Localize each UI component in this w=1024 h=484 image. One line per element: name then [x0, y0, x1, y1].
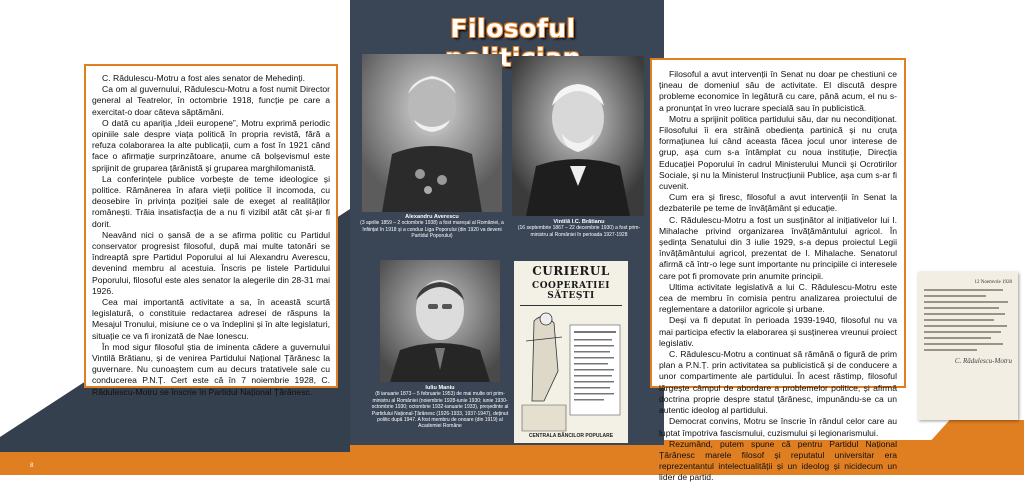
paragraph: Neavând nici o șansă de a se afirma politic cu Partidul conservator progresist filosoful, după mai multe tatonări se îndreaptă spre Partidul Poporului al lui Alexandru Averescu, devenind membru al acestuia. Înscris pe listele Partidului Poporului, filosoful este ales senator la alegerile din 28-31 mai 1926.	[92, 229, 330, 296]
paragraph: Ultima activitate legislativă a lui C. Rădulescu-Motru este cea de membru în comisia pentru analizarea proiectului de reglementare a datoriilor agricole și urbane.	[659, 281, 897, 315]
left-orange-band	[0, 452, 350, 475]
averescu-portrait	[362, 54, 502, 212]
bratianu-portrait	[512, 56, 644, 216]
caption-text: (16 septembrie 1867 – 22 decembrie 1930) a fost prim-ministru al României în perioada 1927-1928	[517, 225, 641, 238]
caption-name: Alexandru Averescu	[405, 214, 459, 220]
magazine-title: COOPERATIEI SĂTEȘTI	[532, 281, 610, 301]
caption-name: Vintilă I.C. Brătianu	[553, 219, 605, 225]
letter-line	[924, 295, 986, 297]
magazine-title: CURIERUL	[532, 264, 610, 278]
paragraph: Motru a sprijinit politica partidului său, dar nu necondiționat. Filosofului îi era străină obediența partinică și nu cruța formațiunea lui când aceasta făcea jocul unor interese de grup, așa cum s-a întâmplat cu noua instituție, Direcția Educației Poporului în cadrul Ministerului Muncii și Ocrotirilor Sociale, și nu la Ministerul Instrucțiunii Publice, așa cum s-ar fi cuvenit.	[659, 113, 897, 192]
page-number: 8	[30, 463, 34, 469]
page-title: Filosoful	[450, 14, 576, 43]
paragraph: Filosoful a avut intervenții în Senat nu doar pe chestiuni ce țineau de domeniul său de activitate. El discută despre probleme economice în legătură cu care, până acum, el nu s-a pronunțat în vreo lucrare specială sau în publicistică.	[659, 69, 897, 113]
letter-document	[918, 272, 1018, 420]
letter-line	[924, 325, 1007, 327]
right-text-box	[650, 58, 906, 483]
magazine-footer: CENTRALA BĂNCILOR POPULARE	[528, 433, 614, 439]
letter-line	[924, 301, 1008, 303]
magazine-cover	[514, 261, 628, 443]
paragraph: La conferințele publice vorbește de teme ideologice și politice. Rămânerea în afara vieții politice îl incomoda, cu deosebire în privința poziției sale de exeget al realităților românești. Trăia insatisfacția de a nu fi vizibil atât cât și-ar fi dorit.	[92, 173, 330, 229]
letter-line	[924, 307, 999, 309]
paragraph: În mod sigur filosoful știa de iminenta cădere a guvernului Vintilă Brătianu, și de venirea Partidului Național Țărănesc la guvernare. Nu cunoaștem cum au decurs tratativele sale cu conducerea P.N.Ț. Cert este că în 7 noiembrie 1928, C. Rădulescu-Motru se înscrie în Partidul Național Țărănesc.	[92, 341, 330, 397]
paragraph: C. Rădulescu-Motru a fost ales senator de Mehedinți.	[102, 73, 306, 83]
magazine-illustration	[514, 301, 628, 441]
letter-line	[924, 343, 1003, 345]
center-orange-band	[350, 445, 664, 475]
letter-date: 12 Noemvrie 1928	[974, 280, 1012, 285]
left-text-box	[84, 64, 338, 397]
letter-line	[924, 349, 977, 351]
letter-line	[924, 337, 991, 339]
letter-line	[924, 313, 1005, 315]
paragraph: Democrat convins, Motru se înscrie în rândul celor care au luptat împotriva fascismului, cuzismului și legionarismului.	[659, 416, 897, 438]
caption-text: (8 ianuarie 1873 – 5 februarie 1953) de mai multe ori prim-ministru al României (noiembrie 1928-iunie 1930; iunie 1930-octombrie 1930; octombrie 1932-ianuarie 1933), președinte al Partidului Național-Țărănesc (1926-1933, 1937-1947), deținut politic după 1947. A fost membru de onoare (din 1919) al Academiei Române	[371, 391, 509, 430]
paragraph: Rezumând, putem spune că pentru Partidul Național Țărănesc marele filosof și reputatul universitar era reprezentantul intelectualității și un ideolog și nicidecum un lider de partid.	[659, 438, 897, 483]
caption-name: Iuliu Maniu	[425, 385, 455, 391]
paragraph: Ca om al guvernului, Rădulescu-Motru a fost numit Director general al Teatrelor, în octombrie 1918, funcție pe care a exercitat-o doar câteva săptămâni.	[92, 84, 330, 117]
paragraph: C. Rădulescu-Motru a fost un susținător al inițiativelor lui I. Mihalache privind organizarea învățământului agricol. În ședința Senatului din 3 iulie 1929, s-a depus proiectul Legii învățământului agricol, prezentat de I. Mihalache. Senatorul afirmă că într-o lege sunt importante nu principiile ci interesele care pot fi promovate prin anumite principii.	[659, 214, 897, 281]
paragraph: O dată cu apariția „Ideii europene”, Motru exprimă periodic opiniile sale despre viața politică în propria revistă, fără a refuza colaborarea la alte publicații, cum a fost în 1921 când face o afirmație surprinzătoare, anume că bolșevismul este sprijinit de gruparea țărănistă și gruparea marghilomanistă.	[92, 117, 330, 173]
bratianu-caption	[510, 219, 648, 238]
paragraph: Deși va fi deputat în perioada 1939-1940, filosoful nu va mai participa efectiv la elaborarea și susținerea vreunui proiect legislativ.	[659, 315, 897, 348]
letter-line	[924, 331, 1001, 333]
maniu-caption	[370, 385, 510, 430]
letter-line	[924, 319, 994, 321]
averescu-caption	[360, 214, 504, 240]
letter-signature: C. Rădulescu-Motru	[954, 357, 1012, 365]
maniu-portrait	[380, 260, 500, 382]
paragraph: C. Rădulescu-Motru a continuat să rămână o figură de prim plan a P.N.Ț. prin activitatea sa publicistică și de conducere a unor compartimente ale partidului. În acest răstimp, filosoful lărgește câmpul de abordare a problemelor politice, și afirmă doctrina proprie despre statul țărănesc, impunându-se ca un autentic ideolog al partidului.	[659, 349, 897, 416]
caption-text: (3 aprilie 1859 – 2 octombrie 1938) a fost mareșal al României, a înființat în 1918 și a condus Liga Poporului (din 1920 va deveni Partidul Poporului)	[360, 220, 504, 240]
paragraph: Cum era și firesc, filosoful a avut intervenții în Senat la dezbaterile pe teme de învățământ și educație.	[659, 192, 897, 214]
letter-line	[924, 289, 1003, 291]
paragraph: Cea mai importantă activitate a sa, în această scurtă legislatură, o constituie redactarea adresei de răspuns la Mesajul Tronului, misiune ce o va îndeplini și în alte legislaturi, situație ce va fi ironizată de Nae Ionescu.	[92, 297, 330, 341]
